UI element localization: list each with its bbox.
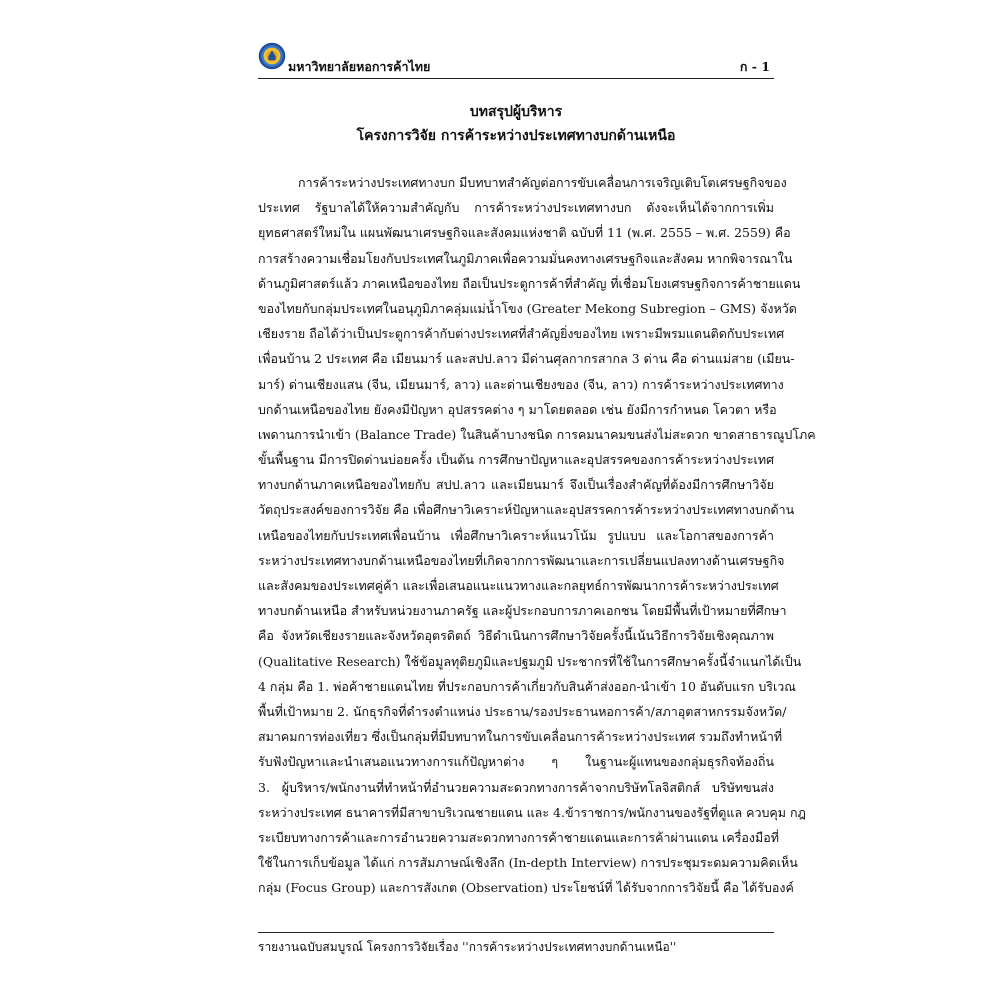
document-subtitle: โครงการวิจัย การค้าระหว่างประเทศทางบกด้านเหนือ bbox=[356, 128, 676, 144]
page-number: ก - 1 bbox=[739, 59, 770, 74]
body-line: เพดานการนำเข้า (Balance Trade) ในสินค้าบางชนิด การคมนาคมขนส่งไม่สะดวก ขาดสาธารณูปโภค bbox=[258, 426, 816, 442]
body-line: ใช้ในการเก็บข้อมูล ได้แก่ การสัมภาษณ์เชิงลึก (In-depth Interview) การประชุมระดมความคิดเห็น bbox=[258, 855, 798, 871]
body-line: ยุทธศาสตร์ใหม่ใน แผนพัฒนาเศรษฐกิจและสังคมแห่งชาติ ฉบับที่ 11 (พ.ศ. 2555 – พ.ศ. 2559) คือ bbox=[258, 225, 791, 241]
body-line: ขั้นพื้นฐาน มีการปิดด่านบ่อยครั้ง เป็นต้น การศึกษาปัญหาและอุปสรรคของการค้าระหว่างประเทศ bbox=[258, 452, 774, 468]
body-line: ประเทศ รัฐบาลได้ให้ความสำคัญกับ การค้าระหว่างประเทศทางบก ดังจะเห็นได้จากการเพิ่ม bbox=[258, 200, 774, 216]
body-line: บกด้านเหนือของไทย ยังคงมีปัญหา อุปสรรคต่าง ๆ มาโดยตลอด เช่น ยังมีการกำหนด โควตา หรือ bbox=[258, 401, 777, 417]
page-footer: รายงานฉบับสมบูรณ์ โครงการวิจัยเรื่อง ''การค้าระหว่างประเทศทางบกด้านเหนือ'' bbox=[258, 940, 677, 954]
university-name: มหาวิทยาลัยหอการค้าไทย bbox=[288, 59, 431, 74]
body-line: เพื่อนบ้าน 2 ประเทศ คือ เมียนมาร์ และสปป.ลาว มีด่านศุลกากรสากล 3 ด่าน คือ ด่านแม่สาย (เมียน- bbox=[258, 351, 795, 367]
body-line: ของไทยกับกลุ่มประเทศในอนุภูมิภาคลุ่มแม่น้ำโขง (Greater Mekong Subregion – GMS) จังหวัด bbox=[258, 300, 797, 316]
body-line: รับฟังปัญหาและนำเสนอแนวทางการแก้ปัญหาต่าง ๆ ในฐานะผู้แทนของกลุ่มธุรกิจท้องถิ่น bbox=[258, 754, 774, 770]
body-line: ด้านภูมิศาสตร์แล้ว ภาคเหนือของไทย ถือเป็นประตูการค้าที่สำคัญ ที่เชื่อมโยงเศรษฐกิจการค้าชายแดน bbox=[258, 275, 801, 291]
body-line: เหนือของไทยกับประเทศเพื่อนบ้าน เพื่อศึกษาวิเคราะห์แนวโน้ม รูปแบบ และโอกาสของการค้า bbox=[258, 527, 774, 543]
body-line: พื้นที่เป้าหมาย 2. นักธุรกิจที่ดำรงตำแหน่ง ประธาน/รองประธานหอการค้า/สภาอุตสาหกรรมจังหวัด/ bbox=[258, 703, 787, 719]
body-line: 3. ผู้บริหาร/พนักงานที่ทำหน้าที่อำนวยความสะดวกทางการค้าจากบริษัทโลจิสติกส์ บริษัทขนส่ง bbox=[258, 779, 774, 795]
body-line: วัตถุประสงค์ของการวิจัย คือ เพื่อศึกษาวิเคราะห์ปัญหาและอุปสรรคการค้าระหว่างประเทศทางบกด้าน bbox=[258, 502, 795, 518]
body-line: และสังคมของประเทศคู่ค้า และเพื่อเสนอแนะแนวทางและกลยุทธ์การพัฒนาการค้าระหว่างประเทศ bbox=[258, 578, 779, 593]
university-logo-icon bbox=[258, 42, 286, 70]
body-line: สมาคมการท่องเที่ยว ซึ่งเป็นกลุ่มที่มีบทบาทในการขับเคลื่อนการค้าระหว่างประเทศ รวมถึงทำหน้าที่ bbox=[258, 729, 783, 745]
body-line: 4 กลุ่ม คือ 1. พ่อค้าชายแดนไทย ที่ประกอบการค้าเกี่ยวกับสินค้าส่งออก-นำเข้า 10 อันดับแรก บริเวณ bbox=[258, 678, 796, 694]
document-title: บทสรุปผู้บริหาร bbox=[469, 104, 563, 120]
body-line: ระหว่างประเทศ ธนาคารที่มีสาขาบริเวณชายแดน และ 4.ข้าราชการ/พนักงานของรัฐที่ดูแล ควบคุม กฎ bbox=[258, 804, 806, 820]
body-text bbox=[258, 170, 816, 900]
header-divider bbox=[258, 78, 774, 79]
body-line: เชียงราย ถือได้ว่าเป็นประตูการค้ากับต่างประเทศที่สำคัญยิ่งของไทย เพราะมีพรมแดนติดกับประเทศ bbox=[258, 326, 785, 342]
body-line: การสร้างความเชื่อมโยงกับประเทศในภูมิภาคเพื่อความมั่นคงทางเศรษฐกิจและสังคม หากพิจารณาใน bbox=[258, 250, 793, 266]
body-line: มาร์) ด่านเชียงแสน (จีน, เมียนมาร์, ลาว) และด่านเชียงของ (จีน, ลาว) การค้าระหว่างประเทศทาง bbox=[258, 376, 784, 392]
page-header bbox=[258, 42, 770, 78]
body-line: ทางบกด้านภาคเหนือของไทยกับ สปป.ลาว และเมียนมาร์ จึงเป็นเรื่องสำคัญที่ต้องมีการศึกษาวิจัย bbox=[258, 477, 774, 493]
body-line: ทางบกด้านเหนือ สำหรับหน่วยงานภาครัฐ และผู้ประกอบการภาคเอกชน โดยมีพื้นที่เป้าหมายที่ศึกษา bbox=[258, 603, 787, 619]
footer-divider bbox=[258, 932, 774, 933]
body-line: ระหว่างประเทศทางบกด้านเหนือของไทยที่เกิดจากการพัฒนาและการเปลี่ยนแปลงทางด้านเศรษฐกิจ bbox=[258, 552, 785, 568]
body-line: คือ จังหวัดเชียงรายและจังหวัดอุตรดิตถ์ วิธีดำเนินการศึกษาวิจัยครั้งนี้เน้นวิธีการวิจัยเชิงคุณภาพ bbox=[258, 628, 774, 644]
body-line: ระเบียบทางการค้าและการอำนวยความสะดวกทางการค้าชายแดนและการค้าผ่านแดน เครื่องมือที่ bbox=[258, 829, 780, 845]
body-line: (Qualitative Research) ใช้ข้อมูลทุติยภูมิและปฐมภูมิ ประชากรที่ใช้ในการศึกษาครั้งนี้จำแนกได้เป็น bbox=[258, 653, 802, 669]
body-line: การค้าระหว่างประเทศทางบก มีบทบาทสำคัญต่อการขับเคลื่อนการเจริญเติบโตเศรษฐกิจของ bbox=[298, 175, 787, 190]
body-line: กลุ่ม (Focus Group) และการสังเกต (Observation) ประโยชน์ที่ ได้รับจากการวิจัยนี้ คือ ได้รับองค์ bbox=[258, 880, 794, 896]
